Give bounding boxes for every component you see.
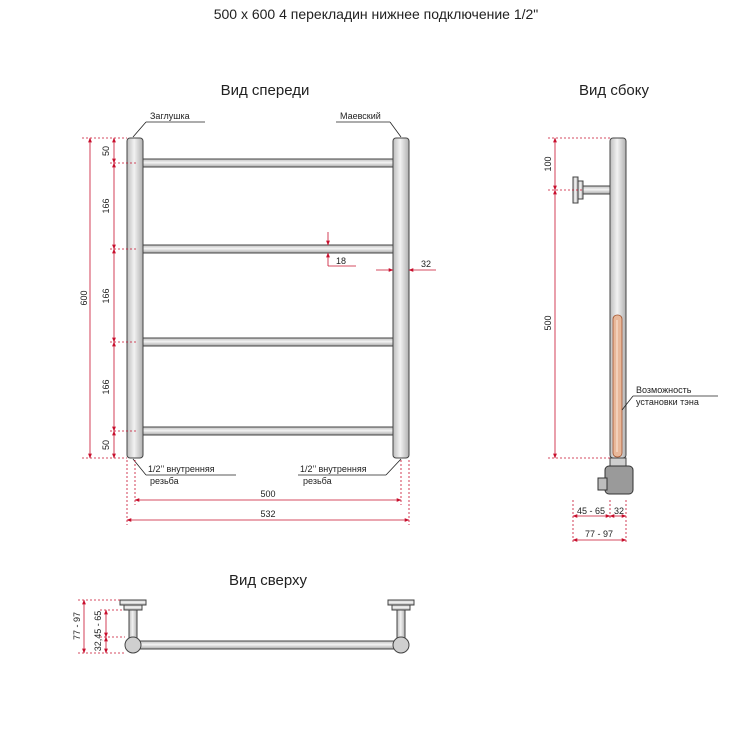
page-title: 500 x 600 4 перекладин нижнее подключение 1/2" xyxy=(213,6,539,22)
dim-centers-500: 500 xyxy=(260,489,276,499)
dim-gap-2: 166 xyxy=(101,288,111,304)
plug-label: Заглушка xyxy=(150,111,190,121)
dim-gap-1: 166 xyxy=(101,198,111,214)
wall-bracket-rod xyxy=(583,186,612,194)
top-view-heading: Вид сверху xyxy=(228,572,308,589)
top-view xyxy=(120,600,414,653)
dim-side-offset: 45 - 65 xyxy=(576,506,606,516)
top-left-rod xyxy=(129,610,137,640)
top-left-pipe xyxy=(125,637,141,653)
crossbar-3 xyxy=(138,338,398,346)
right-thread-label-2: резьба xyxy=(303,476,332,486)
dim-side-500: 500 xyxy=(543,315,553,331)
dim-bottom-offset: 50 xyxy=(101,439,111,451)
dim-pipe-32: 32 xyxy=(421,259,432,269)
front-view xyxy=(127,138,409,458)
dim-bar-18: 18 xyxy=(336,256,347,266)
heater-fitting xyxy=(610,458,626,466)
side-view xyxy=(573,138,633,494)
right-pipe xyxy=(393,138,409,458)
dim-side-100: 100 xyxy=(543,156,553,172)
front-view-heading: Вид спереди xyxy=(220,82,310,99)
heater-housing xyxy=(605,466,633,494)
dim-side-depth: 77 - 97 xyxy=(584,529,614,539)
right-thread-label-1: 1/2’’ внутренняя xyxy=(300,464,367,474)
left-pipe xyxy=(127,138,143,458)
top-right-pipe xyxy=(393,637,409,653)
air-vent-label: Маевский xyxy=(340,111,381,121)
crossbar-4 xyxy=(138,427,398,435)
heater-note-1: Возможность xyxy=(636,385,692,395)
crossbar-2 xyxy=(138,245,398,253)
top-right-plate xyxy=(388,600,414,605)
heater-note-2: установки тэна xyxy=(636,397,699,407)
dim-total-height: 600 xyxy=(79,290,89,306)
dim-top-offset: 32,45 - 65 xyxy=(93,610,103,652)
top-crossbar xyxy=(135,641,401,649)
dim-width-532: 532 xyxy=(260,509,276,519)
dim-top-offset: 50 xyxy=(101,145,111,157)
left-thread-label-1: 1/2’’ внутренняя xyxy=(148,464,215,474)
top-left-flange xyxy=(124,605,142,610)
dim-gap-3: 166 xyxy=(101,379,111,395)
dim-side-pipe: 32 xyxy=(613,506,625,516)
top-right-rod xyxy=(397,610,405,640)
heater-knob xyxy=(598,478,607,490)
top-left-plate xyxy=(120,600,146,605)
dim-top-depth: 77 - 97 xyxy=(72,611,82,641)
front-top-leaders xyxy=(133,122,401,137)
left-thread-label-2: резьба xyxy=(150,476,179,486)
crossbar-1 xyxy=(138,159,398,167)
side-view-heading: Вид сбоку xyxy=(579,82,649,99)
top-right-flange xyxy=(392,605,410,610)
